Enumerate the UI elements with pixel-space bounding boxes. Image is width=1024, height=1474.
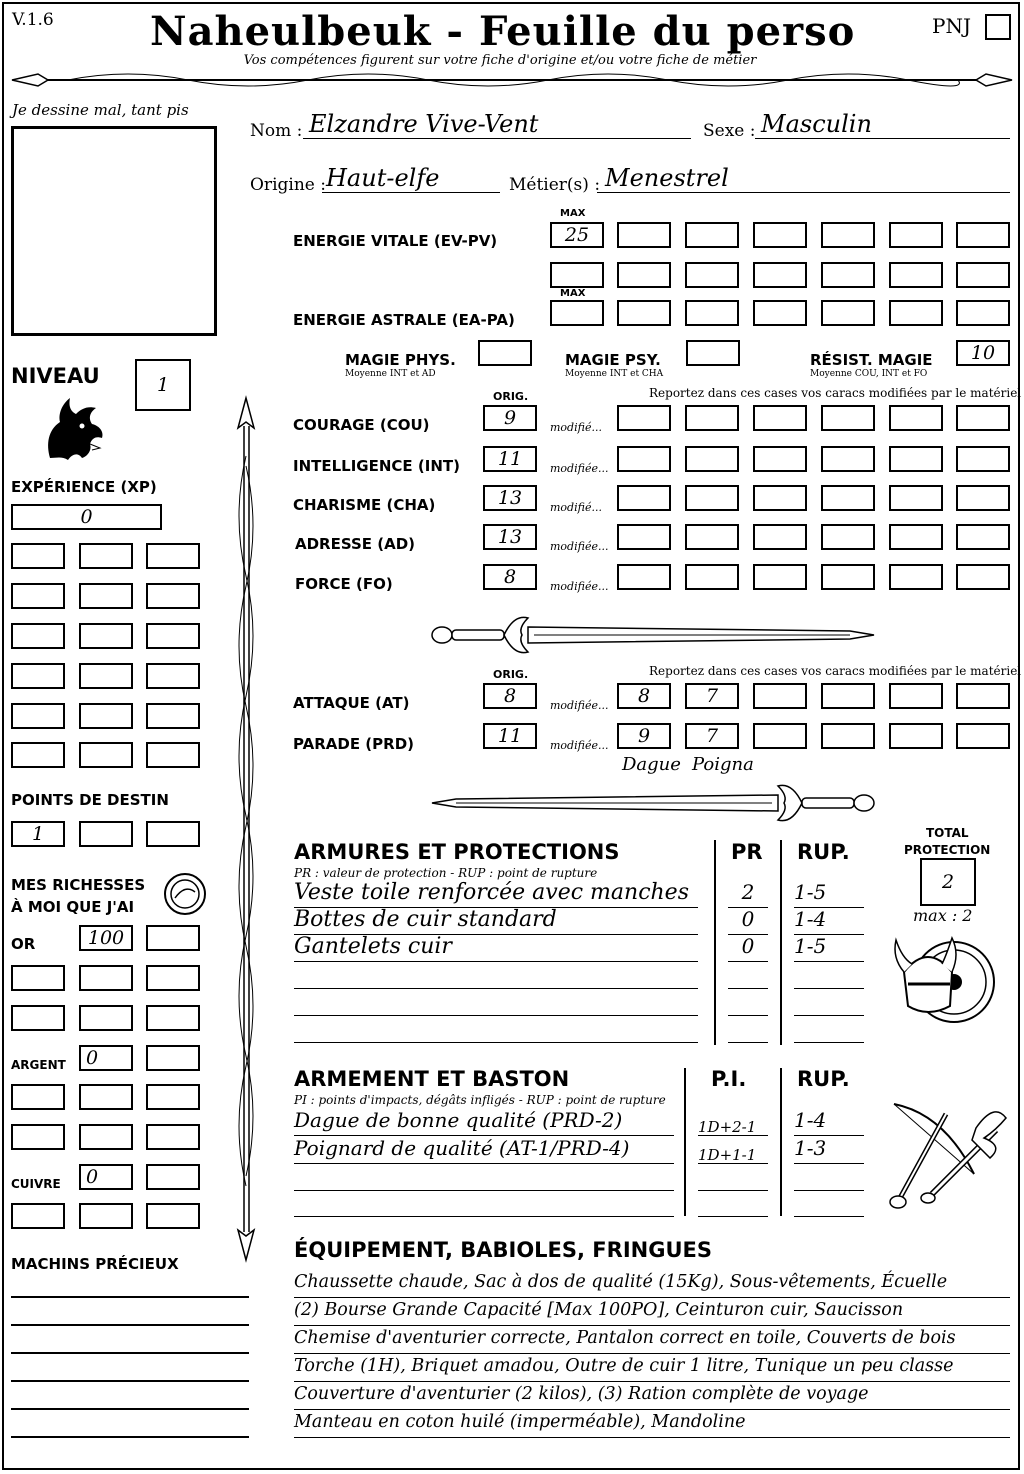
weapons-icon (884, 1094, 1010, 1220)
armure-rup: 1-5 (794, 880, 864, 908)
charisme-mod-box[interactable] (617, 485, 671, 511)
portrait-box[interactable] (11, 126, 217, 336)
armure-row[interactable] (294, 934, 864, 962)
machins-line[interactable] (11, 1436, 249, 1438)
equipement-line[interactable]: Manteau en coton huilé (imperméable), Mandoline (294, 1412, 1010, 1438)
machins-line[interactable] (11, 1408, 249, 1410)
armures-legend: PR : valeur de protection - RUP : point de rupture (294, 866, 598, 880)
armure-rup (794, 1015, 864, 1043)
armures-title: ARMURES ET PROTECTIONS (294, 840, 620, 864)
equipement-line[interactable]: Torche (1H), Briquet amadou, Outre de cuir 1 litre, Tunique un peu classe (294, 1356, 1010, 1382)
arme-row[interactable] (294, 1136, 864, 1164)
magie-psy-label: MAGIE PSY. (565, 351, 661, 369)
cuivre-box[interactable] (79, 1203, 133, 1229)
metier-label: Métier(s) : (509, 175, 601, 195)
version-label: V.1.6 (12, 10, 54, 30)
armement-pi-header: P.I. (711, 1067, 747, 1091)
arme-name: Poignard de qualité (AT-1/PRD-4) (294, 1136, 674, 1164)
xp-box[interactable] (79, 663, 133, 689)
ea-box[interactable] (821, 300, 875, 326)
attaque-mod-box[interactable] (821, 683, 875, 709)
sexe-label: Sexe : (703, 121, 756, 141)
argent-label: ARGENT (11, 1058, 66, 1072)
xp-box[interactable] (146, 583, 200, 609)
ev-label: ENERGIE VITALE (EV-PV) (293, 232, 498, 250)
charisme-mod-box[interactable] (753, 485, 807, 511)
charisme-mod-label: modifié... (550, 501, 602, 514)
arme-row[interactable] (294, 1189, 864, 1217)
arme-rup: 1-4 (794, 1108, 864, 1136)
intelligence-box[interactable]: 11 (483, 446, 537, 472)
xp-box[interactable] (79, 583, 133, 609)
total-protection-label-2: PROTECTION (904, 843, 991, 857)
richesses-label-2: À MOI QUE J'AI (11, 898, 135, 916)
force-mod-box[interactable] (956, 564, 1010, 590)
or-box[interactable] (11, 1005, 65, 1031)
xp-box[interactable] (146, 623, 200, 649)
xp-box[interactable] (79, 623, 133, 649)
arme-pi (698, 1189, 768, 1217)
caracs-note: Reportez dans ces cases vos caracs modifiées par le matériel (649, 386, 1022, 400)
cuivre-label: CUIVRE (11, 1177, 61, 1191)
ev-box[interactable] (753, 222, 807, 248)
parade-mod-box[interactable] (753, 723, 807, 749)
origine-label: Origine : (250, 175, 326, 195)
resist-magie-label: RÉSIST. MAGIE (810, 351, 933, 369)
armure-rup (794, 961, 864, 989)
intelligence-mod-box[interactable] (821, 446, 875, 472)
helmet-shield-icon (890, 928, 1000, 1034)
force-box[interactable]: 8 (483, 564, 537, 590)
arme-name (294, 1189, 674, 1217)
armure-pr: 0 (728, 934, 768, 962)
equipement-line[interactable]: Chemise d'aventurier correcte, Pantalon correct en toile, Couverts de bois (294, 1328, 1010, 1354)
ev-box[interactable] (821, 262, 875, 288)
attaque-mod-box[interactable]: 8 (617, 683, 671, 709)
experience-box[interactable]: 0 (11, 504, 162, 530)
arme-pi: 1D+1-1 (698, 1136, 768, 1164)
xp-box[interactable] (146, 703, 200, 729)
cuivre-box[interactable]: 0 (79, 1164, 133, 1190)
xp-box[interactable] (79, 742, 133, 768)
arme-rup: 1-3 (794, 1136, 864, 1164)
force-mod-box[interactable] (685, 564, 739, 590)
ea-box[interactable] (617, 300, 671, 326)
page-title: Naheulbeuk - Feuille du perso (150, 8, 856, 55)
pnj-label: PNJ (932, 14, 971, 38)
sexe-value: Masculin (761, 110, 872, 138)
machins-line[interactable] (11, 1352, 249, 1354)
resist-magie-box[interactable]: 10 (956, 340, 1010, 366)
ea-label: ENERGIE ASTRALE (EA-PA) (293, 311, 515, 329)
intelligence-mod-box[interactable] (753, 446, 807, 472)
parade-mod-box[interactable] (956, 723, 1010, 749)
or-box[interactable] (79, 1005, 133, 1031)
armure-name: Bottes de cuir standard (294, 907, 698, 935)
parade-mod-box[interactable] (889, 723, 943, 749)
magie-psy-box[interactable] (686, 340, 740, 366)
equipement-title: ÉQUIPEMENT, BABIOLES, FRINGUES (294, 1238, 712, 1262)
arme-row[interactable] (294, 1108, 864, 1136)
origine-value: Haut-elfe (326, 164, 440, 192)
ea-max-label: MAX (560, 288, 586, 299)
armure-name: Gantelets cuir (294, 934, 698, 962)
adresse-mod-label: modifiée... (550, 540, 609, 553)
arme-name (294, 1163, 674, 1191)
adresse-mod-box[interactable] (685, 524, 739, 550)
machins-line[interactable] (11, 1380, 249, 1382)
ea-max-box[interactable] (550, 300, 604, 326)
parade-mod-box[interactable]: 7 (685, 723, 739, 749)
nom-field[interactable] (303, 108, 691, 139)
xp-box[interactable] (11, 583, 65, 609)
xp-box[interactable] (11, 543, 65, 569)
courage-mod-label: modifié... (550, 421, 602, 434)
dragon-icon (38, 392, 108, 464)
intelligence-label: INTELLIGENCE (INT) (293, 457, 460, 475)
adresse-mod-box[interactable] (821, 524, 875, 550)
courage-label: COURAGE (COU) (293, 416, 430, 434)
armure-pr (728, 1015, 768, 1043)
magie-phys-label: MAGIE PHYS. (345, 351, 456, 369)
argent-box[interactable] (146, 1084, 200, 1110)
equipement-line[interactable]: Couverture d'aventurier (2 kilos), (3) Ration complète de voyage (294, 1384, 1010, 1410)
niveau-label: NIVEAU (11, 364, 100, 388)
armures-pr-header: PR (731, 840, 763, 864)
armement-legend: PI : points d'impacts, dégâts infligés - RUP : point de rupture (294, 1093, 666, 1107)
armure-pr: 0 (728, 907, 768, 935)
destin-box[interactable]: 1 (11, 821, 65, 847)
nom-value: Elzandre Vive-Vent (309, 110, 539, 138)
xp-box[interactable] (79, 703, 133, 729)
attaque-mod-box[interactable] (956, 683, 1010, 709)
intelligence-mod-box[interactable] (889, 446, 943, 472)
parade-label: PARADE (PRD) (293, 735, 415, 753)
magie-phys-note: Moyenne INT et AD (345, 369, 436, 379)
page-subtitle: Vos compétences figurent sur votre fiche d'origine et/ou votre fiche de métier (243, 53, 757, 68)
ev-box[interactable] (889, 222, 943, 248)
charisme-box[interactable]: 13 (483, 485, 537, 511)
arme-name: Dague de bonne qualité (PRD-2) (294, 1108, 674, 1136)
total-protection-label-1: TOTAL (926, 826, 969, 840)
argent-box[interactable]: 0 (79, 1045, 133, 1071)
adresse-mod-box[interactable] (956, 524, 1010, 550)
charisme-mod-box[interactable] (821, 485, 875, 511)
equipement-line[interactable]: (2) Bourse Grande Capacité [Max 100PO], Ceinturon cuir, Saucisson (294, 1300, 1010, 1326)
coin-icon (163, 872, 207, 916)
adresse-mod-box[interactable] (889, 524, 943, 550)
adresse-mod-box[interactable] (617, 524, 671, 550)
courage-mod-box[interactable] (685, 405, 739, 431)
niveau-box[interactable]: 1 (135, 359, 191, 411)
armure-row[interactable] (294, 907, 864, 935)
armure-rup: 1-4 (794, 907, 864, 935)
courage-mod-box[interactable] (753, 405, 807, 431)
armure-row[interactable] (294, 1015, 864, 1043)
intelligence-mod-box[interactable] (956, 446, 1010, 472)
or-label: OR (11, 935, 36, 953)
intelligence-mod-box[interactable] (617, 446, 671, 472)
attaque-mod-box[interactable]: 7 (685, 683, 739, 709)
magie-phys-box[interactable] (478, 340, 532, 366)
force-mod-label: modifiée... (550, 580, 609, 593)
force-mod-box[interactable] (821, 564, 875, 590)
or-box[interactable] (146, 965, 200, 991)
armure-pr (728, 961, 768, 989)
cuivre-box[interactable] (11, 1203, 65, 1229)
arme-rup (794, 1189, 864, 1217)
ev-box[interactable] (956, 222, 1010, 248)
xp-box[interactable] (79, 543, 133, 569)
ev-box[interactable] (685, 262, 739, 288)
sword-icon (430, 780, 876, 826)
machins-line[interactable] (11, 1324, 249, 1326)
charisme-label: CHARISME (CHA) (293, 496, 436, 514)
force-mod-box[interactable] (889, 564, 943, 590)
adresse-label: ADRESSE (AD) (295, 535, 416, 553)
adresse-mod-box[interactable] (753, 524, 807, 550)
arme-rup (794, 1163, 864, 1191)
sexe-field[interactable] (755, 108, 1010, 139)
courage-mod-box[interactable] (617, 405, 671, 431)
ev-box[interactable] (685, 222, 739, 248)
ea-box[interactable] (956, 300, 1010, 326)
or-box[interactable] (146, 925, 200, 951)
armure-rup (794, 988, 864, 1016)
resist-magie-note: Moyenne COU, INT et FO (810, 369, 928, 379)
arme-row[interactable] (294, 1163, 864, 1191)
armement-title: ARMEMENT ET BASTON (294, 1067, 570, 1091)
force-mod-box[interactable] (617, 564, 671, 590)
machins-line[interactable] (11, 1296, 249, 1298)
parade-box[interactable]: 11 (483, 723, 537, 749)
armure-name (294, 961, 698, 989)
destin-box[interactable] (79, 821, 133, 847)
armure-row[interactable] (294, 880, 864, 908)
ev-box[interactable] (550, 262, 604, 288)
ev-box[interactable] (821, 222, 875, 248)
force-mod-box[interactable] (753, 564, 807, 590)
attaque-label: ATTAQUE (AT) (293, 694, 410, 712)
sword-icon (430, 612, 876, 658)
ev-box[interactable] (956, 262, 1010, 288)
attaque-mod-box[interactable] (889, 683, 943, 709)
arme-pi (698, 1163, 768, 1191)
argent-box[interactable] (146, 1124, 200, 1150)
xp-box[interactable] (11, 742, 65, 768)
magie-psy-note: Moyenne INT et CHA (565, 369, 664, 379)
argent-box[interactable] (146, 1045, 200, 1071)
intelligence-mod-box[interactable] (685, 446, 739, 472)
ea-box[interactable] (889, 300, 943, 326)
ev-max-box[interactable]: 25 (550, 222, 604, 248)
argent-box[interactable] (11, 1124, 65, 1150)
xp-box[interactable] (146, 663, 200, 689)
portrait-caption: Je dessine mal, tant pis (12, 101, 189, 119)
charisme-mod-box[interactable] (889, 485, 943, 511)
attaque-mod-box[interactable] (753, 683, 807, 709)
argent-box[interactable] (11, 1084, 65, 1110)
armure-name: Veste toile renforcée avec manches (294, 880, 698, 908)
armure-row[interactable] (294, 988, 864, 1016)
force-label: FORCE (FO) (295, 575, 393, 593)
caracs-orig-label: ORIG. (493, 390, 529, 403)
cuivre-box[interactable] (146, 1164, 200, 1190)
nom-label: Nom : (250, 121, 303, 141)
armure-pr (728, 988, 768, 1016)
armures-rup-header: RUP. (797, 840, 850, 864)
parade-mod-box[interactable] (821, 723, 875, 749)
courage-box[interactable]: 9 (483, 405, 537, 431)
ea-box[interactable] (685, 300, 739, 326)
intelligence-mod-label: modifiée... (550, 462, 609, 475)
header-spear-divider (8, 66, 1016, 96)
richesses-label-1: MES RICHESSES (11, 876, 146, 894)
cuivre-box[interactable] (146, 1203, 200, 1229)
origine-field[interactable] (322, 162, 500, 193)
ev-box[interactable] (617, 222, 671, 248)
combat-note: Reportez dans ces cases vos caracs modifiées par le matériel (649, 664, 1022, 678)
experience-label: EXPÉRIENCE (XP) (11, 478, 157, 496)
total-protection-max: max : 2 (913, 906, 973, 925)
weapon-label-dague: Dague (622, 754, 681, 775)
xp-box[interactable] (11, 703, 65, 729)
argent-box[interactable] (79, 1084, 133, 1110)
total-protection-box[interactable]: 2 (920, 858, 976, 906)
ev-box[interactable] (617, 262, 671, 288)
destin-box[interactable] (146, 821, 200, 847)
metier-field[interactable] (597, 162, 1010, 193)
courage-mod-box[interactable] (889, 405, 943, 431)
experience-grid (11, 543, 203, 769)
xp-box[interactable] (11, 663, 65, 689)
armure-name (294, 988, 698, 1016)
or-box[interactable]: 100 (79, 925, 133, 951)
ev-box[interactable] (889, 262, 943, 288)
ev-box[interactable] (753, 262, 807, 288)
armement-rup-header: RUP. (797, 1067, 850, 1091)
charisme-mod-box[interactable] (685, 485, 739, 511)
equipement-line[interactable]: Chaussette chaude, Sac à dos de qualité (15Kg), Sous-vêtements, Écuelle (294, 1272, 1010, 1298)
attaque-box[interactable]: 8 (483, 683, 537, 709)
xp-box[interactable] (11, 623, 65, 649)
parade-mod-label: modifiée... (550, 739, 609, 752)
armure-row[interactable] (294, 961, 864, 989)
armure-rup: 1-5 (794, 934, 864, 962)
destin-label: POINTS DE DESTIN (11, 791, 169, 809)
or-box[interactable] (146, 1005, 200, 1031)
metier-value: Menestrel (605, 164, 729, 192)
or-box[interactable] (11, 965, 65, 991)
ea-box[interactable] (753, 300, 807, 326)
arme-pi: 1D+2-1 (698, 1108, 768, 1136)
courage-mod-box[interactable] (821, 405, 875, 431)
argent-box[interactable] (79, 1124, 133, 1150)
attaque-mod-label: modifiée... (550, 699, 609, 712)
armure-name (294, 1015, 698, 1043)
or-box[interactable] (79, 965, 133, 991)
charisme-mod-box[interactable] (956, 485, 1010, 511)
ev-max-label: MAX (560, 208, 586, 219)
xp-box[interactable] (146, 742, 200, 768)
weapon-label-poignard: Poigna (692, 754, 754, 775)
xp-box[interactable] (146, 543, 200, 569)
armure-pr: 2 (728, 880, 768, 908)
spear-icon (228, 396, 264, 1262)
pnj-checkbox[interactable] (985, 14, 1011, 40)
courage-mod-box[interactable] (956, 405, 1010, 431)
adresse-box[interactable]: 13 (483, 524, 537, 550)
machins-label: MACHINS PRÉCIEUX (11, 1255, 179, 1273)
parade-mod-box[interactable]: 9 (617, 723, 671, 749)
combat-orig-label: ORIG. (493, 668, 529, 681)
